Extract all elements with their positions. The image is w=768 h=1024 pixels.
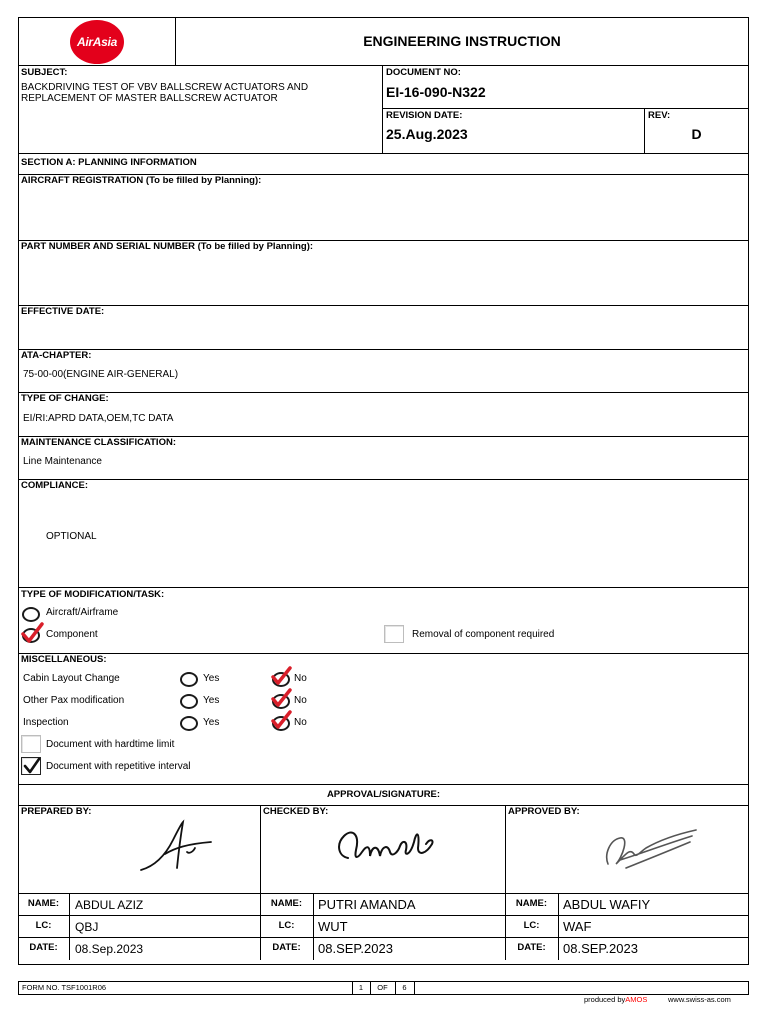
- aircraft-airframe-label: Aircraft/Airframe: [46, 607, 119, 618]
- subject-line-2: REPLACEMENT OF MASTER BALLSCREW ACTUATOR: [21, 93, 278, 104]
- no-checkmark-icon: [270, 688, 294, 710]
- logo-text: AirAsia: [77, 35, 117, 49]
- prepared-by-label: PREPARED BY:: [21, 806, 92, 817]
- yes-radio[interactable]: [180, 716, 198, 731]
- aircraft-airframe-radio[interactable]: [22, 607, 40, 622]
- hardtime-limit-label: Document with hardtime limit: [46, 739, 175, 750]
- checked-date-label: DATE:: [272, 942, 301, 953]
- total-pages: 6: [402, 983, 407, 992]
- maintenance-classification-value: Line Maintenance: [23, 456, 102, 467]
- amos-text: AMOS: [625, 995, 648, 1004]
- hardtime-limit-checkbox[interactable]: [21, 735, 41, 753]
- no-checkmark-icon: [270, 666, 294, 688]
- ata-chapter-label: ATA-CHAPTER:: [21, 350, 92, 361]
- rev-value: D: [691, 126, 702, 142]
- component-checkmark-icon: [20, 622, 46, 646]
- checked-date: 08.SEP.2023: [318, 941, 393, 956]
- no-label: No: [294, 717, 307, 728]
- yes-label: Yes: [203, 695, 220, 706]
- ata-chapter-value: 75-00-00(ENGINE AIR-GENERAL): [23, 369, 179, 380]
- prepared-name: ABDUL AZIZ: [75, 898, 144, 912]
- page-number: 1: [358, 983, 364, 992]
- modification-label: TYPE OF MODIFICATION/TASK:: [21, 589, 165, 600]
- subject-label: SUBJECT:: [21, 67, 68, 78]
- misc-row-label: Cabin Layout Change: [23, 673, 120, 684]
- aircraft-registration-label: AIRCRAFT REGISTRATION (To be filled by Planning):: [21, 175, 262, 186]
- part-number-label: PART NUMBER AND SERIAL NUMBER (To be filled by Planning):: [21, 241, 314, 252]
- component-label: Component: [46, 629, 98, 640]
- repetitive-checkmark-icon: [22, 756, 42, 776]
- document-no-label: DOCUMENT NO:: [386, 67, 461, 78]
- section-a-title: SECTION A: PLANNING INFORMATION: [21, 157, 197, 168]
- prepared-lc-label: LC:: [35, 920, 52, 931]
- revision-date: 25.Aug.2023: [386, 126, 468, 142]
- approved-date: 08.SEP.2023: [563, 941, 638, 956]
- document-no: EI-16-090-N322: [386, 84, 486, 100]
- maintenance-classification-label: MAINTENANCE CLASSIFICATION:: [21, 437, 176, 448]
- page-of: OF: [377, 983, 388, 992]
- document-title: ENGINEERING INSTRUCTION: [363, 33, 561, 49]
- removal-required-checkbox[interactable]: [384, 625, 404, 643]
- approved-signature: [600, 824, 700, 874]
- produced-by: [584, 995, 647, 1004]
- prepared-date-label: DATE:: [29, 942, 58, 953]
- miscellaneous-label: MISCELLANEOUS:: [21, 654, 107, 665]
- approved-date-label: DATE:: [517, 942, 546, 953]
- removal-required-label: Removal of component required: [412, 629, 555, 640]
- approved-name: ABDUL WAFIY: [563, 897, 651, 912]
- type-of-change-label: TYPE OF CHANGE:: [21, 393, 109, 404]
- revision-date-label: REVISION DATE:: [386, 110, 463, 121]
- prepared-date: 08.Sep.2023: [75, 942, 144, 956]
- no-label: No: [294, 673, 307, 684]
- checked-lc: WUT: [318, 919, 348, 934]
- checked-lc-label: LC:: [278, 920, 295, 931]
- yes-label: Yes: [203, 717, 220, 728]
- compliance-value: OPTIONAL: [46, 531, 97, 542]
- produced-by-text: produced by: [584, 995, 626, 1004]
- approved-name-label: NAME:: [515, 898, 548, 909]
- repetitive-interval-label: Document with repetitive interval: [46, 761, 191, 772]
- prepared-name-label: NAME:: [27, 898, 60, 909]
- checked-signature: [334, 822, 439, 867]
- yes-radio[interactable]: [180, 694, 198, 709]
- no-label: No: [294, 695, 307, 706]
- rev-label: REV:: [648, 110, 671, 121]
- airasia-logo: [70, 20, 124, 64]
- effective-date-label: EFFECTIVE DATE:: [21, 306, 105, 317]
- misc-row-label: Other Pax modification: [23, 695, 125, 706]
- yes-label: Yes: [203, 673, 220, 684]
- subject-line-1: BACKDRIVING TEST OF VBV BALLSCREW ACTUATORS AND: [21, 82, 309, 93]
- no-checkmark-icon: [270, 710, 294, 732]
- approved-by-label: APPROVED BY:: [508, 806, 580, 817]
- checked-by-label: CHECKED BY:: [263, 806, 329, 817]
- yes-radio[interactable]: [180, 672, 198, 687]
- approval-title: APPROVAL/SIGNATURE:: [326, 789, 441, 800]
- misc-row-label: Inspection: [23, 717, 69, 728]
- checked-name-label: NAME:: [270, 898, 303, 909]
- form-number: FORM NO. TSF1001R06: [22, 983, 107, 992]
- approved-lc-label: LC:: [523, 920, 540, 931]
- prepared-lc: QBJ: [75, 920, 99, 934]
- checked-name: PUTRI AMANDA: [318, 897, 416, 912]
- approved-lc: WAF: [563, 919, 592, 934]
- prepared-signature: [135, 818, 215, 878]
- type-of-change-value: EI/RI:APRD DATA,OEM,TC DATA: [23, 413, 174, 424]
- compliance-label: COMPLIANCE:: [21, 480, 89, 491]
- website-link[interactable]: www.swiss-as.com: [668, 995, 731, 1004]
